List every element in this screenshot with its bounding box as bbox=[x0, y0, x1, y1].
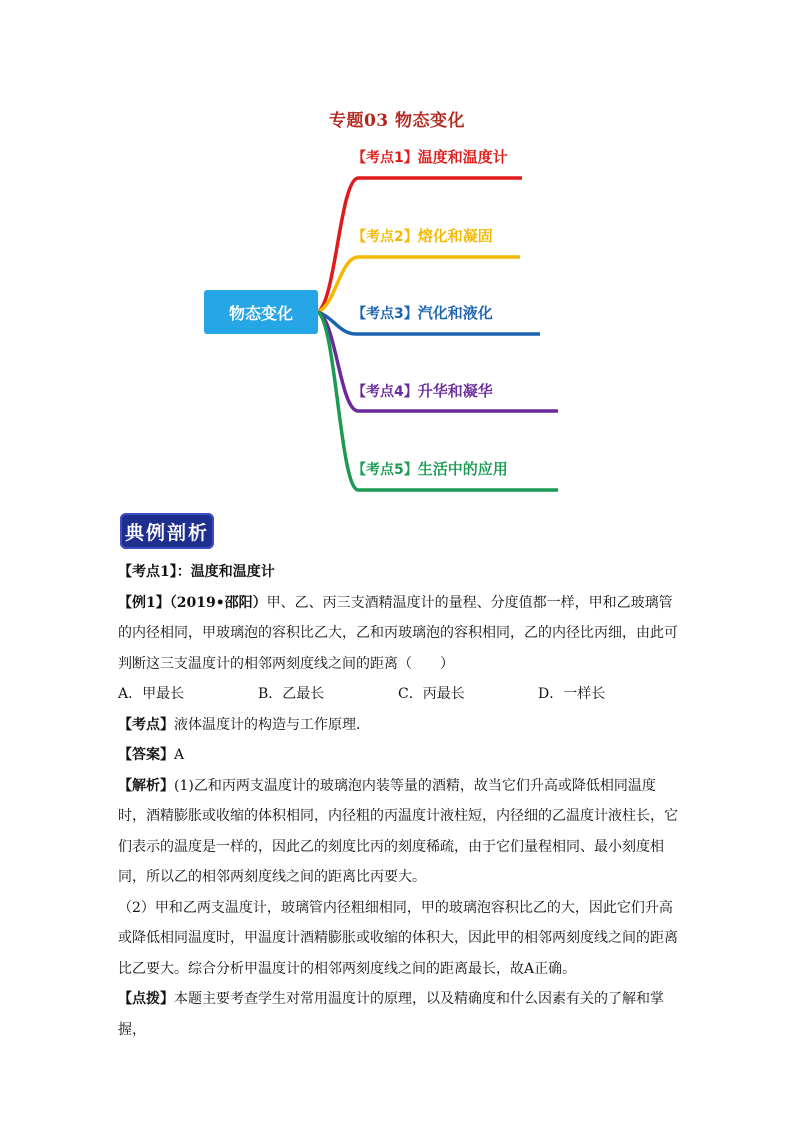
branch-label: 熔化和凝固 bbox=[417, 227, 493, 245]
section-badge: 典例剖析 bbox=[120, 513, 214, 549]
branch-tag: 【考点4】 bbox=[352, 384, 418, 400]
point-heading-tag: 【考点1】 bbox=[118, 564, 177, 580]
answer-line bbox=[118, 740, 678, 771]
branch-label: 汽化和液化 bbox=[417, 304, 493, 322]
answer-text: A bbox=[174, 747, 185, 763]
mindmap-branch-2 bbox=[352, 225, 493, 246]
mindmap-branch-5 bbox=[352, 458, 508, 479]
option-b: B．乙最长 bbox=[258, 686, 325, 702]
question-tag: 【例1】 bbox=[118, 594, 170, 611]
mindmap-branch-4 bbox=[352, 380, 493, 401]
question bbox=[118, 588, 678, 680]
question-text: 甲、乙、丙三支酒精温度计的量程、分度值都一样，甲和乙玻璃管的内径相同，甲玻璃泡的容积比乙大，乙和丙玻璃泡的容积相同，乙的内径比丙细，由此可判断这三支温度计的相邻两刻度线之间的距离（ ） bbox=[118, 594, 678, 672]
tip-tag: 【点拨】 bbox=[118, 991, 174, 1007]
mindmap-branch-1 bbox=[352, 146, 508, 167]
branch-label: 生活中的应用 bbox=[417, 460, 508, 478]
tip-line bbox=[118, 984, 678, 1045]
options-row bbox=[118, 679, 678, 710]
point-heading bbox=[118, 557, 678, 588]
branch-tag: 【考点2】 bbox=[352, 229, 418, 245]
mindmap-connectors bbox=[0, 0, 794, 520]
question-source: （2019•邵阳） bbox=[169, 594, 267, 611]
branch-label: 温度和温度计 bbox=[417, 148, 508, 166]
tip-text: 本题主要考查学生对常用温度计的原理，以及精确度和什么因素有关的了解和掌握， bbox=[118, 991, 664, 1038]
kaodian-text: 液体温度计的构造与工作原理． bbox=[174, 716, 370, 733]
answer-tag: 【答案】 bbox=[118, 747, 174, 763]
analysis-paragraph-2: （2）甲和乙两支温度计，玻璃管内径粗细相同，甲的玻璃泡容积比乙的大，因此它们升高或降低相同温度时，甲温度计酒精膨胀或收缩的体积大，因此甲的相邻两刻度线之间的距离比乙要大。综合分析甲温度计的相邻两刻度线之间的距离最长，故A正确。 bbox=[118, 899, 678, 977]
kaodian-line bbox=[118, 710, 678, 741]
kaodian-tag: 【考点】 bbox=[118, 716, 174, 733]
branch-tag: 【考点3】 bbox=[352, 306, 418, 322]
mindmap-root: 物态变化 bbox=[204, 290, 318, 334]
analysis-paragraph-1 bbox=[118, 771, 678, 893]
branch-tag: 【考点1】 bbox=[352, 150, 418, 166]
branch-tag: 【考点5】 bbox=[352, 462, 418, 478]
option-d: D．一样长 bbox=[538, 686, 606, 702]
mindmap-branch-3 bbox=[352, 302, 493, 323]
point-heading-text: ：温度和温度计 bbox=[176, 564, 275, 580]
example-content bbox=[118, 557, 678, 1045]
analysis-text-1: (1)乙和丙两支温度计的玻璃泡内装等量的酒精，故当它们升高或降低相同温度时，酒精膨胀或收缩的体积相同，内径粗的丙温度计液柱短，内径细的乙温度计液柱长，它们表示的温度是一样的，因此乙的刻度比丙的刻度稀疏，由于它们量程相同、最小刻度相同，所以乙的相邻两刻度线之间的距离比丙要大。 bbox=[118, 777, 678, 885]
analysis-tag: 【解析】 bbox=[118, 777, 174, 794]
document-title: 专题03 物态变化 bbox=[328, 111, 466, 131]
branch-label: 升华和凝华 bbox=[417, 382, 493, 400]
option-a: A．甲最长 bbox=[118, 686, 185, 702]
option-c: C．丙最长 bbox=[398, 686, 465, 702]
